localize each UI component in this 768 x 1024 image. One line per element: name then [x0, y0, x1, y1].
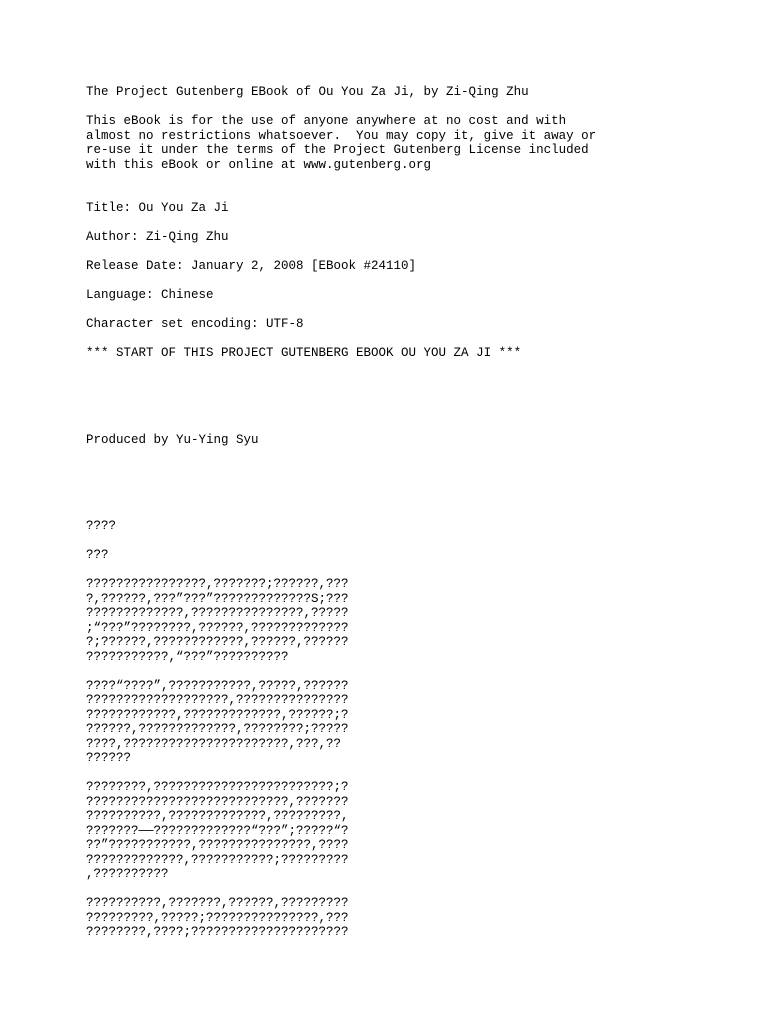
- license-line: with this eBook or online at www.gutenberg.org: [86, 157, 432, 172]
- meta-language-block: [86, 288, 746, 303]
- meta-title: Title: Ou You Za Ji: [86, 201, 229, 215]
- body-line: ????,??????????????????????,???,??: [86, 736, 342, 751]
- meta-encoding: Character set encoding: UTF-8: [86, 317, 304, 331]
- body-paragraph-1: [86, 577, 746, 664]
- body-line: ????????????,?????????????,??????;?: [86, 707, 349, 722]
- start-marker: *** START OF THIS PROJECT GUTENBERG EBOOK OU YOU ZA JI ***: [86, 346, 522, 360]
- body-line: ?????????????,???????????;?????????: [86, 852, 349, 867]
- meta-language: Language: Chinese: [86, 288, 214, 302]
- meta-title-block: [86, 201, 746, 216]
- body-line: ????“????”,???????????,?????,??????: [86, 678, 349, 693]
- body-heading-1: ????: [86, 519, 117, 533]
- ebook-title-line: The Project Gutenberg EBook of Ou You Za Ji, by Zi-Qing Zhu: [86, 85, 529, 99]
- meta-release-block: [86, 259, 746, 274]
- meta-author: Author: Zi-Qing Zhu: [86, 230, 229, 244]
- body-line: ???????????????????????????,???????: [86, 794, 349, 809]
- body-line: ????????,????;?????????????????????: [86, 925, 349, 939]
- body-line: ???????????,“???”??????????: [86, 649, 289, 664]
- meta-author-block: [86, 230, 746, 245]
- produced-by: Produced by Yu-Ying Syu: [86, 432, 259, 447]
- body-paragraph-2: [86, 679, 746, 766]
- body-heading-2: ???: [86, 548, 109, 562]
- body-paragraph-4: [86, 896, 746, 940]
- body-line: ?;??????,????????????,??????,??????: [86, 635, 349, 649]
- body-line: ??????,?????????????,????????;?????: [86, 722, 349, 736]
- meta-encoding-block: [86, 317, 746, 332]
- body-line: ???????——?????????????“???”;?????“?: [86, 823, 349, 838]
- body-line: ???????????????????,???????????????: [86, 693, 349, 707]
- body-line: ?,??????,???”???”?????????????S;???: [86, 591, 349, 606]
- license-line: almost no restrictions whatsoever. You may copy it, give it away or: [86, 128, 597, 143]
- body-line: ??????: [86, 751, 132, 765]
- document-content: [86, 85, 746, 954]
- license-paragraph: [86, 114, 746, 172]
- body-line: ????????????????,???????;??????,???: [86, 577, 349, 591]
- body-line: ?????????,?????;???????????????,???: [86, 910, 349, 925]
- body-line: ????????,????????????????????????;?: [86, 780, 349, 794]
- body-line: ??????????,?????????????,?????????,: [86, 809, 349, 823]
- body-line: ;“???”????????,??????,?????????????: [86, 620, 349, 635]
- license-line: re-use it under the terms of the Project Gutenberg License included: [86, 143, 589, 157]
- body-heading-1-block: [86, 519, 746, 534]
- body-line: ?????????????,???????????????,?????: [86, 606, 349, 620]
- meta-release-date: Release Date: January 2, 2008 [EBook #24110]: [86, 259, 417, 273]
- body-line: ??????????,???????,??????,?????????: [86, 896, 349, 910]
- body-line: ??”???????????,???????????????,????: [86, 838, 349, 852]
- license-line: This eBook is for the use of anyone anywhere at no cost and with: [86, 114, 567, 128]
- body-heading-2-block: [86, 548, 746, 563]
- body-line: ,??????????: [86, 867, 169, 881]
- body-paragraph-3: [86, 780, 746, 882]
